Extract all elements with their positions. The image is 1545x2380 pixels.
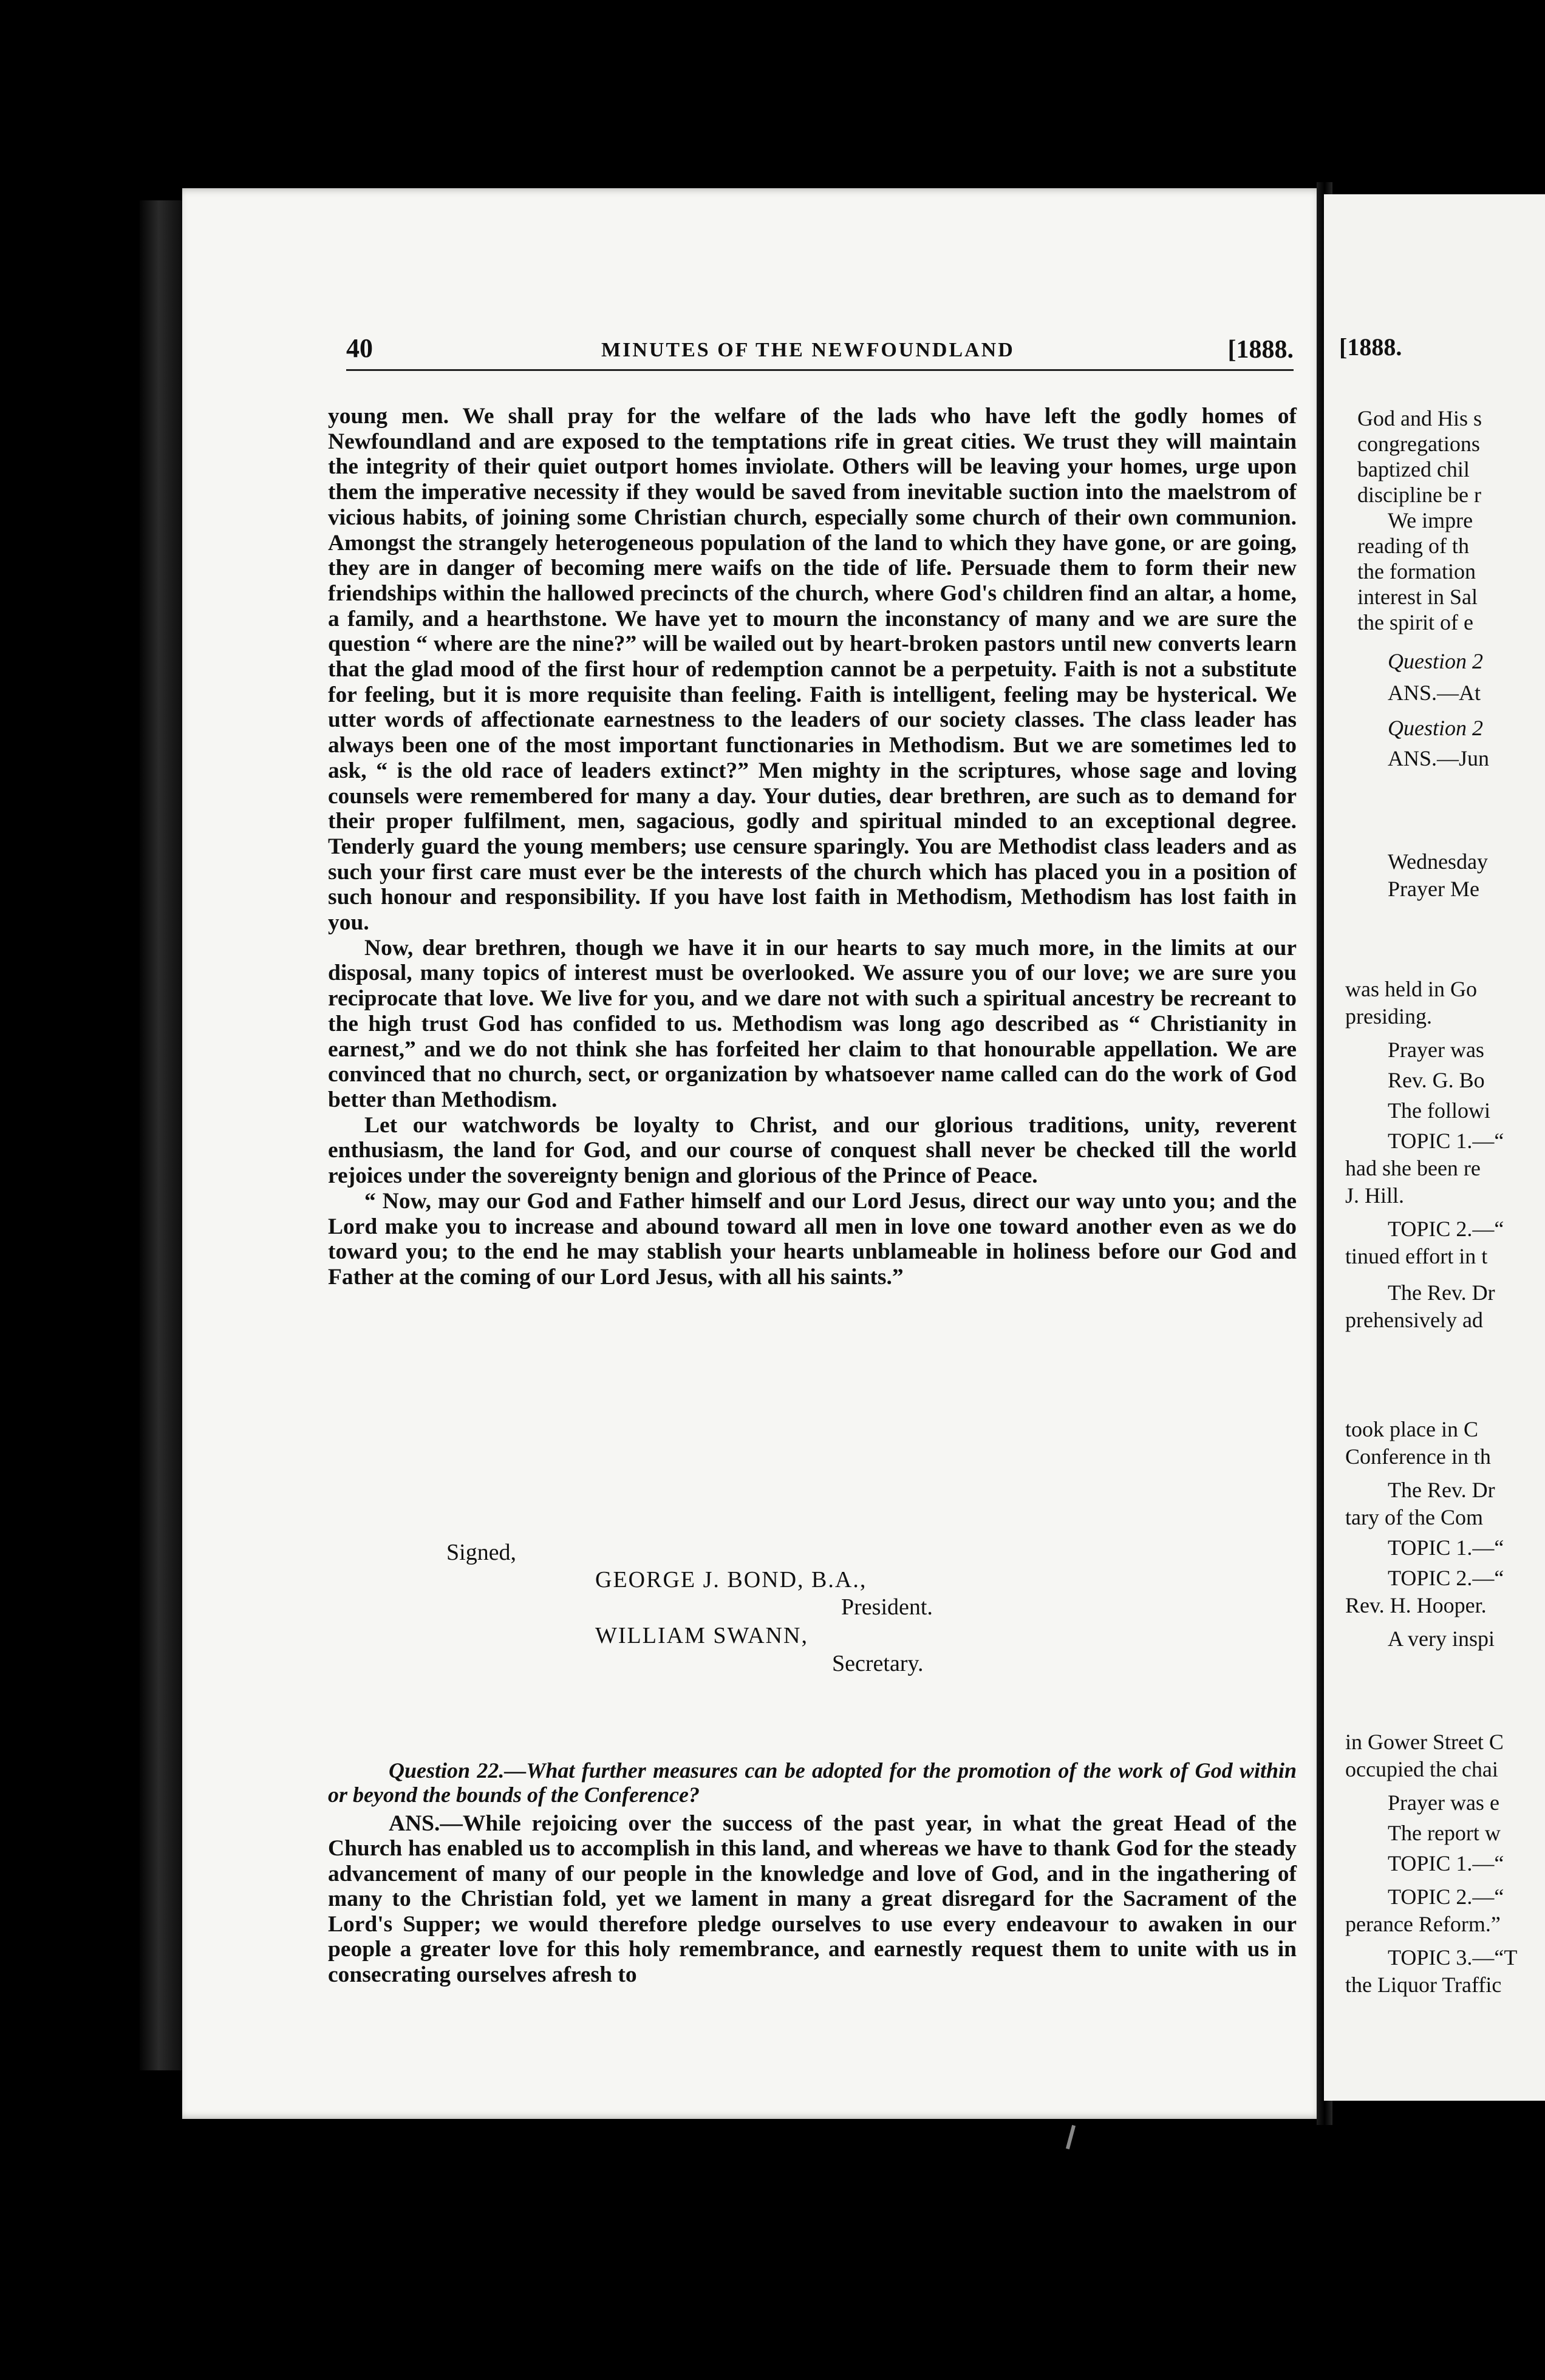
right-page-line: Prayer was e bbox=[1388, 1790, 1499, 1815]
signed-label: Signed, bbox=[446, 1540, 517, 1565]
answer-22: ANS.—While rejoicing over the success of the past year, in what the great Head of the Church has enabled us to accomplish in this land, and whereas we have to thank God for the steady advancement of many of our people in the knowledge and love of God, and in the ingathering of many to the Christian fold, yet we lament in many a great disregard for the Sacrament of the Lord's Supper; we would therefore pledge ourselves to use every endeavour to awaken in our people a greater love for this holy remembrance, and earnestly request them to unite with us in consecrating ourselves afresh to bbox=[328, 1810, 1297, 1987]
signatory-secretary-title: Secretary. bbox=[832, 1651, 924, 1676]
right-page-line: Prayer Me bbox=[1388, 877, 1479, 901]
right-page-line: presiding. bbox=[1345, 1004, 1432, 1028]
right-page-line: tinued effort in t bbox=[1345, 1244, 1488, 1268]
right-page-line: the formation bbox=[1357, 559, 1476, 583]
right-page-line: perance Reform.” bbox=[1345, 1912, 1501, 1936]
right-page-line: discipline be r bbox=[1357, 483, 1481, 507]
right-page-line: TOPIC 1.—“ bbox=[1388, 1851, 1504, 1875]
right-page-line: Rev. G. Bo bbox=[1388, 1068, 1485, 1092]
letter-body bbox=[328, 404, 1297, 1290]
right-page-line: Question 2 bbox=[1388, 716, 1483, 740]
right-page-line: Question 2 bbox=[1388, 649, 1483, 673]
right-page-line: God and His s bbox=[1357, 406, 1482, 430]
right-page-line: The Rev. Dr bbox=[1388, 1478, 1495, 1502]
right-page-line: tary of the Com bbox=[1345, 1505, 1483, 1529]
right-page-line: We impre bbox=[1388, 508, 1473, 532]
paragraph-4: “ Now, may our God and Father himself and our Lord Jesus, direct our way unto you; and the Lord make you to increase and abound toward all men in love one toward another even as we do toward you; to the end he may stablish your hearts unblameable in holiness before our God and Father at the coming of our Lord Jesus, with all his saints.” bbox=[328, 1188, 1297, 1290]
scan-mark bbox=[1066, 2125, 1076, 2149]
paragraph-1: young men. We shall pray for the welfare of the lads who have left the godly homes of Newfoundland and are exposed to the temptations rife in great cities. We trust they will maintain the integrity of their quiet outport homes inviolate. Others will be leaving your homes, urge upon them the imperative necessity if they would be saved from inevitable suction into the maelstrom of vicious habits, of joining some Christian church, especially some church of their own communion. Amongst the strangely heterogeneous population of the land to which they have gone, or are going, they are in danger of becoming mere waifs on the tide of life. Persuade them to form their new friendships within the hallowed precincts of the church, where God's children find an altar, a home, a family, and a hearthstone. We have yet to mourn the inconstancy of many and we are sure the question “ where are the nine?” will be wailed out by heart-broken pastors until new converts learn that the glad mood of the first hour of redemption cannot be a perpetuity. Faith is not a substitute for feeling, but it is more requisite than feeling. Faith is intelligent, feeling may be hysterical. We utter words of affectionate earnestness to the leaders of our society classes. The class leader has always been one of the most important functionaries in Methodism. But we are sometimes led to ask, “ is the old race of leaders extinct?” Men mighty in the scriptures, whose sage and loving counsels were remembered for many a day. Your duties, dear brethren, are such as to demand for their proper fulfilment, men, sagacious, godly and spiritual minded to an exceptional degree. Tenderly guard the young members; use censure sparingly. You are Methodist class leaders and as such your first care must ever be the interests of the church which has placed you in a position of such honour and responsibility. If you have lost faith in Methodism, Methodism has lost faith in you. bbox=[328, 404, 1297, 936]
right-page-line: Prayer was bbox=[1388, 1038, 1484, 1062]
right-page-line: The report w bbox=[1388, 1821, 1501, 1845]
paragraph-2: Now, dear brethren, though we have it in our hearts to say much more, in the limits at our disposal, many topics of interest must be overlooked. We assure you of our love; we are sure you reciprocate that love. We live for you, and we dare not with such a spiritual ancestry be recreant to the high trust God has confided to us. Methodism was long ago described as “ Christianity in earnest,” and we do not think she has forfeited her claim to that honourable appellation. We are convinced that no church, sect, or organization by whatsoever name called can do the work of God better than Methodism. bbox=[328, 935, 1297, 1112]
right-page-line: [1888. bbox=[1339, 333, 1402, 361]
right-page-line: TOPIC 2.—“ bbox=[1388, 1217, 1504, 1241]
running-title: MINUTES OF THE NEWFOUNDLAND bbox=[601, 339, 1015, 361]
right-page-line: baptized chil bbox=[1357, 457, 1470, 481]
right-page-line: The followi bbox=[1388, 1098, 1490, 1123]
right-page-line: ANS.—At bbox=[1388, 681, 1481, 705]
right-page-line: was held in Go bbox=[1345, 977, 1477, 1001]
page-header bbox=[346, 333, 1294, 371]
right-page-line: reading of th bbox=[1357, 534, 1469, 558]
right-page-line: TOPIC 1.—“ bbox=[1388, 1129, 1504, 1153]
right-page-line: the spirit of e bbox=[1357, 610, 1473, 634]
right-page-line: ANS.—Jun bbox=[1388, 746, 1490, 770]
right-page-line: congregations bbox=[1357, 432, 1480, 456]
book-spine-edge bbox=[140, 200, 182, 2070]
right-page-line: Conference in th bbox=[1345, 1444, 1491, 1469]
question-22: Question 22.—What further measures can be adopted for the promotion of the work of God within or beyond the bounds of the Conference? bbox=[328, 1758, 1297, 1807]
right-page-line: had she been re bbox=[1345, 1156, 1481, 1180]
right-page-line: the Liquor Traffic bbox=[1345, 1973, 1502, 1997]
right-page-line: took place in C bbox=[1345, 1417, 1478, 1441]
signatory-secretary-name: WILLIAM SWANN, bbox=[595, 1623, 808, 1648]
right-page-line: prehensively ad bbox=[1345, 1308, 1483, 1332]
right-page-line: TOPIC 2.—“ bbox=[1388, 1885, 1504, 1909]
right-page-line: TOPIC 1.—“ bbox=[1388, 1535, 1504, 1560]
header-year: [1888. bbox=[1227, 336, 1294, 364]
paragraph-3: Let our watchwords be loyalty to Christ, and our glorious traditions, unity, reverent enthusiasm, the land for God, and our course of conquest shall never be checked till the world rejoices under the sovereignty benign and glorious of the Prince of Peace. bbox=[328, 1112, 1297, 1189]
right-page-line: Wednesday bbox=[1388, 849, 1489, 874]
right-page-line: TOPIC 2.—“ bbox=[1388, 1566, 1504, 1590]
right-page-line: TOPIC 3.—“T bbox=[1388, 1945, 1518, 1970]
right-page-line: The Rev. Dr bbox=[1388, 1280, 1495, 1305]
signatory-president-title: President. bbox=[841, 1594, 933, 1620]
right-page-line: occupied the chai bbox=[1345, 1757, 1498, 1781]
right-page-line: Rev. H. Hooper. bbox=[1345, 1593, 1487, 1617]
right-page-line: in Gower Street C bbox=[1345, 1730, 1504, 1754]
right-page-line: A very inspi bbox=[1388, 1627, 1495, 1651]
right-page-line: interest in Sal bbox=[1357, 585, 1478, 609]
right-page-line: J. Hill. bbox=[1345, 1183, 1405, 1208]
page-number: 40 bbox=[346, 333, 373, 363]
signatory-president-name: GEORGE J. BOND, B.A., bbox=[595, 1567, 867, 1593]
